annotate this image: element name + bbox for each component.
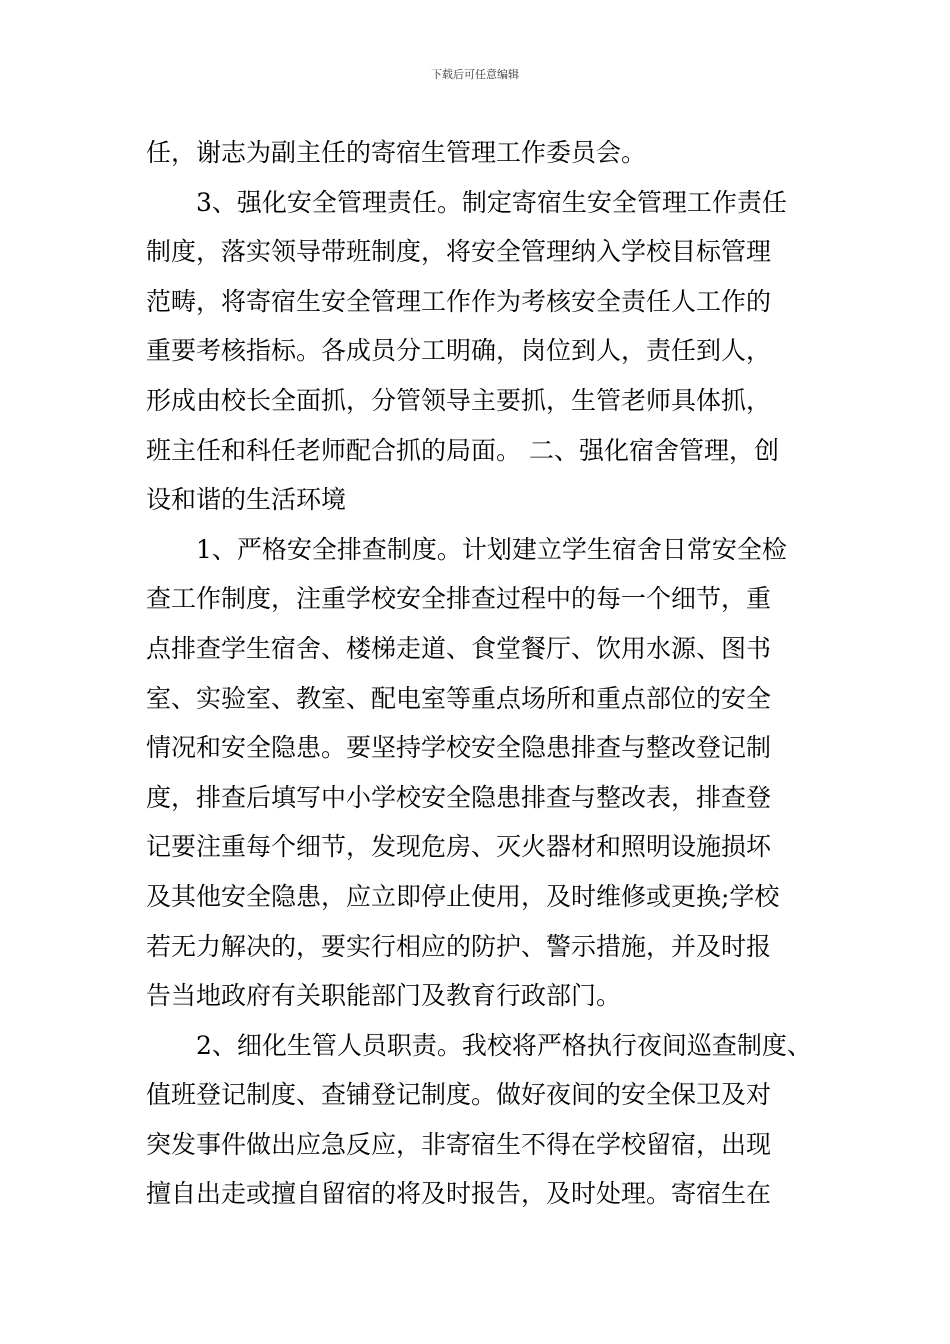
text-line: 任，谢志为副主任的寄宿生管理工作委员会。 [146,138,647,167]
text-line: 室、实验室、教室、配电室等重点场所和重点部位的安全 [146,683,772,713]
text-line: 制度，落实领导带班制度，将安全管理纳入学校目标管理 [146,237,772,267]
text-line: 度，排查后填写中小学校安全隐患排查与整改表，排查登 [146,782,772,812]
text-line: 形成由校长全面抓，分管领导主要抓，生管老师具体抓， [146,385,772,415]
text-line: 值班登记制度、查铺登记制度。做好夜间的安全保卫及对 [146,1080,772,1110]
page-header: 下载后可任意编辑 [431,68,519,81]
text-line: 设和谐的生活环境 [146,485,347,515]
text-line: 情况和安全隐患。要坚持学校安全隐患排查与整改登记制 [146,733,772,763]
text-line: 及其他安全隐患，应立即停止使用，及时维修或更换;学校 [146,881,780,911]
text-line: 班主任和科任老师配合抓的局面。 二、强化宿舍管理，创 [146,435,779,465]
text-line: 2、细化生管人员职责。我校将严格执行夜间巡查制度、 [196,1030,812,1060]
text-line: 范畴，将寄宿生安全管理工作作为考核安全责任人工作的 [146,286,772,316]
text-line: 查工作制度，注重学校安全排查过程中的每一个细节，重 [146,584,772,614]
text-line: 若无力解决的，要实行相应的防护、警示措施，并及时报 [146,931,772,961]
text-line: 突发事件做出应急反应，非寄宿生不得在学校留宿，出现 [146,1129,772,1159]
body-text [146,128,818,1219]
text-line: 记要注重每个细节，发现危房、灭火器材和照明设施损坏 [146,832,772,862]
text-line: 重要考核指标。各成员分工明确，岗位到人，责任到人， [146,336,772,366]
text-line: 擅自出走或擅自留宿的将及时报告，及时处理。寄宿生在 [146,1179,772,1209]
text-line: 1、严格安全排查制度。计划建立学生宿舍日常安全检 [196,534,787,564]
text-line: 告当地政府有关职能部门及教育行政部门。 [146,981,622,1011]
text-line: 3、强化安全管理责任。制定寄宿生安全管理工作责任 [196,187,787,217]
text-line: 点排查学生宿舍、楼梯走道、食堂餐厅、饮用水源、图书 [146,633,772,663]
